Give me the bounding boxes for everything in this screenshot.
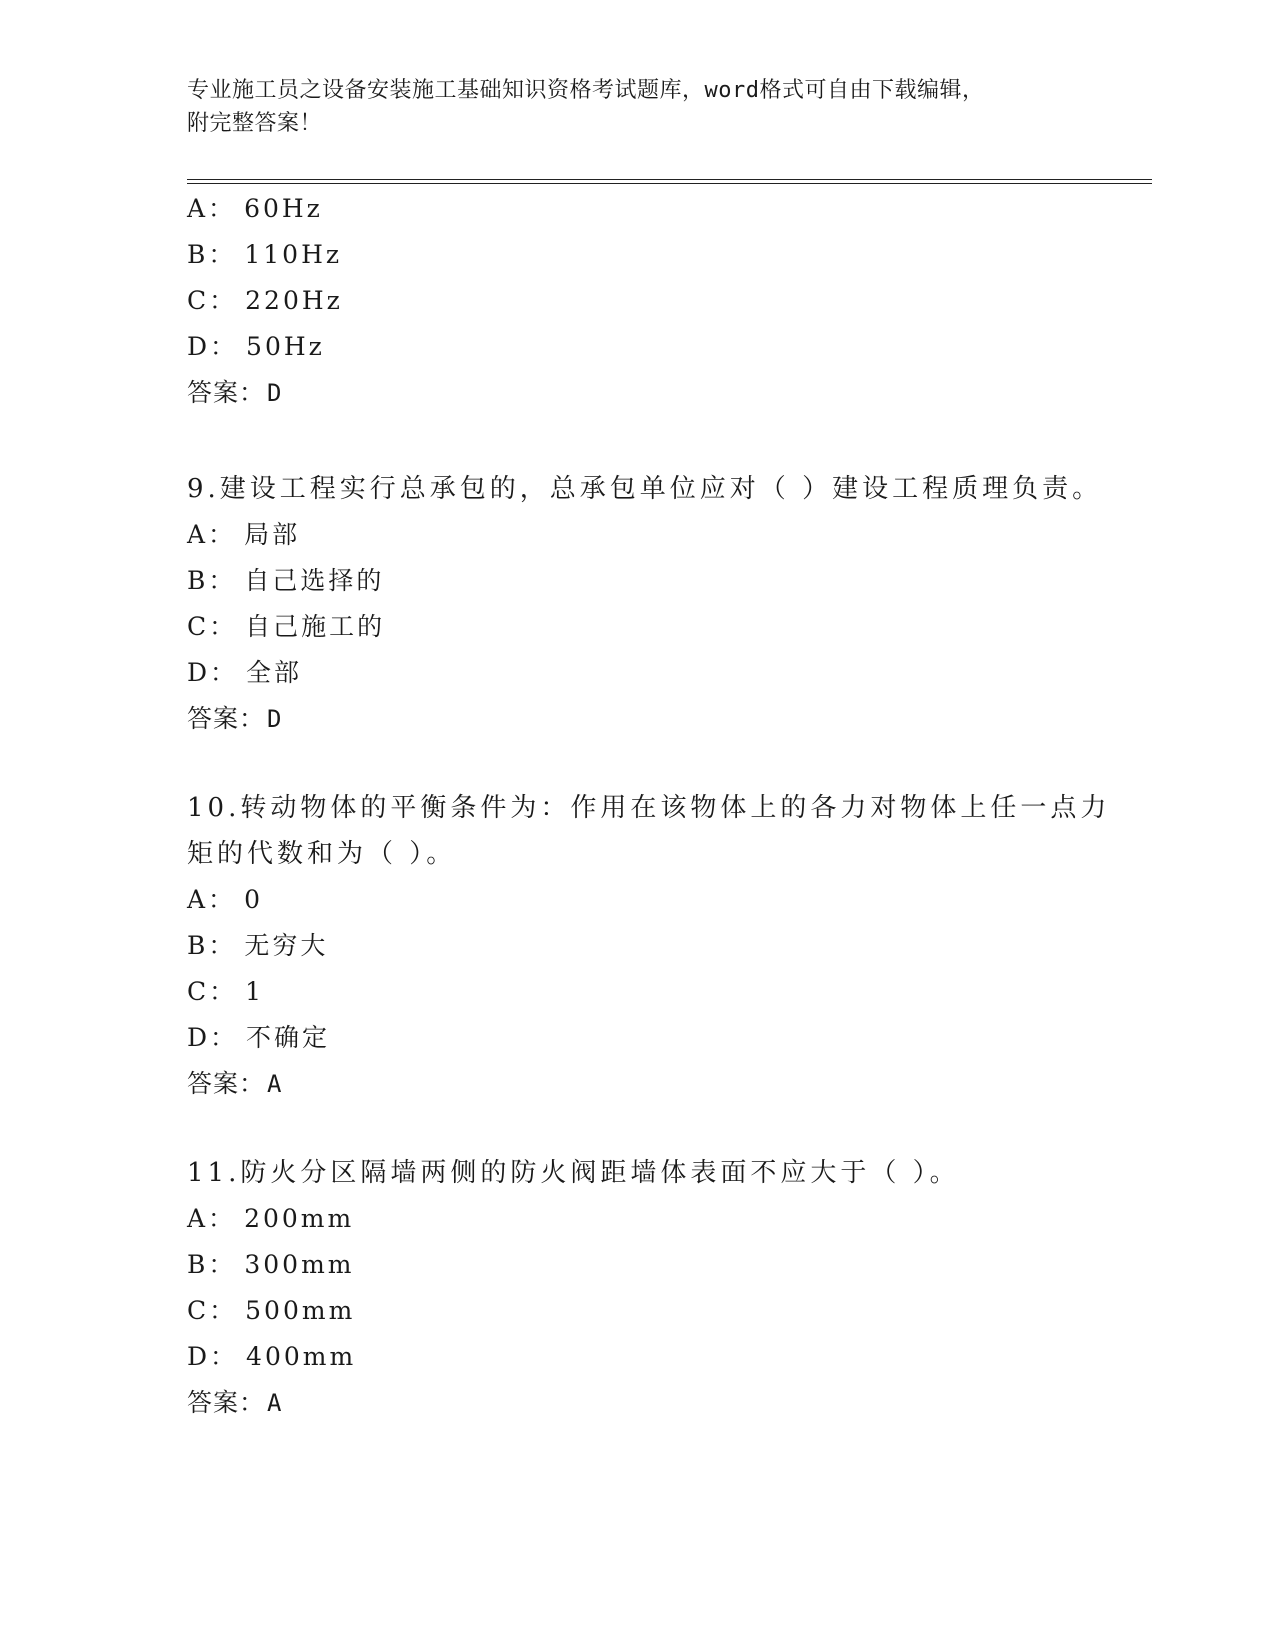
option-text: 全部 xyxy=(246,658,303,687)
answer-value: D xyxy=(267,705,283,733)
option-key: A： xyxy=(187,520,237,549)
option-line xyxy=(187,604,1087,650)
answer-line xyxy=(187,1380,1087,1426)
prev-question-block xyxy=(187,186,1087,416)
option-key: A： xyxy=(187,1204,237,1233)
option-key: C： xyxy=(187,286,238,315)
question-block-11 xyxy=(187,1150,1087,1426)
option-key: B： xyxy=(187,240,237,269)
option-key: C： xyxy=(187,1296,238,1325)
option-line xyxy=(187,558,1087,604)
document-header xyxy=(187,74,1087,140)
option-text: 300mm xyxy=(244,1250,355,1279)
option-key: D： xyxy=(187,1023,239,1052)
option-text: 1 xyxy=(245,977,265,1006)
header-divider-bottom xyxy=(187,183,1152,184)
option-line xyxy=(187,877,1087,923)
option-key: D： xyxy=(187,658,239,687)
option-line xyxy=(187,1196,1087,1242)
option-key: D： xyxy=(187,332,239,361)
option-text: 110Hz xyxy=(244,240,343,269)
option-text: 400mm xyxy=(246,1342,357,1371)
option-text: 60Hz xyxy=(244,194,323,223)
option-line xyxy=(187,1334,1087,1380)
option-text: 50Hz xyxy=(246,332,325,361)
option-text: 500mm xyxy=(245,1296,356,1325)
header-line-1: 专业施工员之设备安装施工基础知识资格考试题库，word格式可自由下载编辑， xyxy=(187,78,985,103)
answer-line xyxy=(187,1061,1087,1107)
answer-label: 答案： xyxy=(187,1069,266,1098)
option-line xyxy=(187,324,1087,370)
option-line xyxy=(187,923,1087,969)
option-line xyxy=(187,1015,1087,1061)
answer-line xyxy=(187,696,1087,742)
option-key: B： xyxy=(187,1250,237,1279)
option-key: D： xyxy=(187,1342,239,1371)
option-line xyxy=(187,969,1087,1015)
option-key: C： xyxy=(187,977,238,1006)
option-text: 220Hz xyxy=(245,286,343,315)
option-text: 局部 xyxy=(244,520,301,549)
header-line-2: 附完整答案！ xyxy=(187,111,323,136)
answer-line xyxy=(187,370,1087,416)
question-block-9 xyxy=(187,466,1103,742)
option-text: 200mm xyxy=(244,1204,355,1233)
option-line xyxy=(187,232,1087,278)
option-text: 自己选择的 xyxy=(244,566,385,595)
question-text: 11.防火分区隔墙两侧的防火阀距墙体表面不应大于（ ）。 xyxy=(187,1158,960,1188)
option-text: 自己施工的 xyxy=(245,612,386,641)
option-line xyxy=(187,1242,1087,1288)
option-line xyxy=(187,1288,1087,1334)
option-line xyxy=(187,512,1087,558)
header-divider-top xyxy=(187,179,1152,180)
option-key: B： xyxy=(187,566,237,595)
option-key: A： xyxy=(187,885,237,914)
option-text: 无穷大 xyxy=(244,931,329,960)
question-text: 9.建设工程实行总承包的，总承包单位应对（ ）建设工程质理负责。 xyxy=(187,474,1103,504)
question-text: 10.转动物体的平衡条件为：作用在该物体上的各力对物体上任一点力 xyxy=(187,793,1111,823)
option-text: 不确定 xyxy=(246,1023,331,1052)
question-text-cont: 矩的代数和为（ ）。 xyxy=(187,839,457,869)
option-line xyxy=(187,186,1087,232)
question-block-10 xyxy=(187,785,1111,1107)
option-line xyxy=(187,278,1087,324)
answer-label: 答案： xyxy=(187,1388,266,1417)
answer-value: A xyxy=(267,1070,283,1098)
option-key: B： xyxy=(187,931,237,960)
answer-label: 答案： xyxy=(187,704,266,733)
option-text: 0 xyxy=(244,885,263,914)
option-key: A： xyxy=(187,194,237,223)
answer-value: A xyxy=(267,1389,283,1417)
answer-value: D xyxy=(267,379,283,407)
option-key: C： xyxy=(187,612,238,641)
option-line xyxy=(187,650,1087,696)
answer-label: 答案： xyxy=(187,378,266,407)
